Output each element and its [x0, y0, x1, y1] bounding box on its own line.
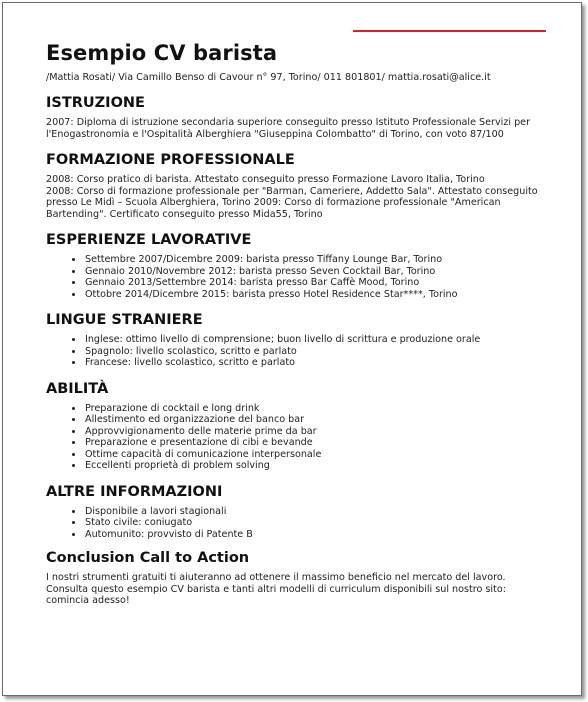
list-item: • Stato civile: coniugato — [84, 517, 545, 529]
list-item: • Settembre 2007/Dicembre 2009: barista presso Tiffany Lounge Bar, Torino — [84, 254, 545, 266]
section-heading: ESPERIENZE LAVORATIVE — [46, 232, 252, 248]
page-title: Esempio CV barista — [46, 41, 278, 65]
section-formazione — [46, 151, 545, 220]
abilita-list — [46, 403, 545, 472]
esperienze-list — [46, 254, 545, 300]
section-heading: Conclusion Call to Action — [46, 550, 250, 566]
section-istruzione — [46, 94, 545, 140]
section-heading: LINGUE STRANIERE — [46, 312, 203, 328]
list-item: • Gennaio 2013/Settembre 2014: barista presso Bar Caffè Mood, Torino — [84, 277, 545, 289]
section-conclusion — [46, 549, 545, 607]
section-lingue — [46, 311, 545, 369]
list-item: • Ottobre 2014/Dicembre 2015: barista presso Hotel Residence Star****, Torino — [84, 289, 545, 301]
formazione-line: 2008: Corso pratico di barista. Attestato conseguito presso Formazione Lavoro Italia, Torino — [46, 174, 485, 185]
list-item: • Eccellenti proprietà di problem solving — [84, 460, 545, 472]
section-heading: FORMAZIONE PROFESSIONALE — [46, 152, 295, 168]
contact-line: /Mattia Rosati/ Via Camillo Benso di Cavour n° 97, Torino/ 011 801801/ mattia.rosati@alice.it — [46, 72, 491, 83]
accent-line — [353, 30, 546, 32]
section-altre — [46, 483, 545, 541]
section-heading: ALTRE INFORMAZIONI — [46, 483, 223, 500]
list-item: • Approvvigionamento delle materie prime da bar — [84, 426, 545, 438]
conclusion-text: I nostri strumenti gratuiti ti aiuteranno ad ottenere il massimo beneficio nel mercato del lavoro. Consulta questo esempio CV barista e tanti altri modelli di curriculum disponibili sul nostro sito: comincia adesso! — [46, 572, 506, 606]
section-heading: ABILITÀ — [46, 380, 109, 397]
list-item: • Francese: livello scolastico, scritto e parlato — [84, 357, 545, 369]
istruzione-text: 2007: Diploma di istruzione secondaria superiore conseguito presso Istituto Professionale Servizi per l'Enogastronomia e l'Ospitalità Alberghiera "Giuseppina Colombatto" di Torino, con voto 87/100 — [46, 117, 531, 140]
list-item: • Preparazione e presentazione di cibi e bevande — [84, 437, 545, 449]
section-heading: ISTRUZIONE — [46, 95, 145, 111]
list-item: • Gennaio 2010/Novembre 2012: barista presso Seven Cocktail Bar, Torino — [84, 266, 545, 278]
altre-list — [46, 506, 545, 541]
list-item: • Spagnolo: livello scolastico, scritto e parlato — [84, 346, 545, 358]
list-item: • Disponibile a lavori stagionali — [84, 506, 545, 518]
section-abilita — [46, 380, 545, 472]
list-item: • Ottime capacità di comunicazione interpersonale — [84, 449, 545, 461]
list-item: • Inglese: ottimo livello di comprensione; buon livello di scrittura e produzione orale — [84, 334, 545, 346]
cv-document — [2, 2, 582, 696]
lingue-list — [46, 334, 545, 369]
list-item: • Automunito: provvisto di Patente B — [84, 529, 545, 541]
section-esperienze — [46, 231, 545, 300]
list-item: • Allestimento ed organizzazione del banco bar — [84, 414, 545, 426]
formazione-line: 2008: Corso di formazione professionale per "Barman, Cameriere, Addetto Sala". Attestato conseguito presso Le Midì – Scuola Alberghiera, Torino 2009: Corso di formazione professionale "American Bartending". Certificato conseguito presso Mida55, Torino — [46, 185, 538, 220]
list-item: • Preparazione di cocktail e long drink — [84, 403, 545, 415]
